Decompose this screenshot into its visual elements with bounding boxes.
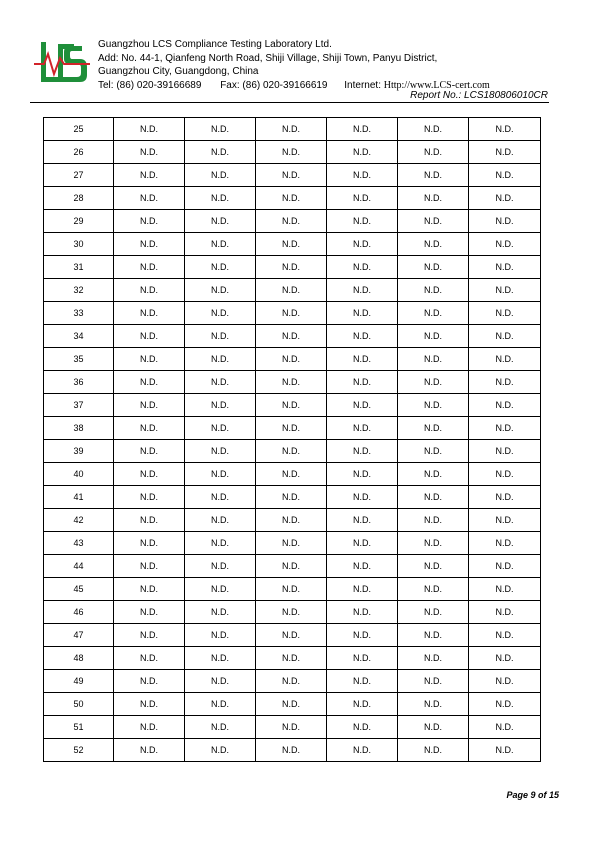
result-cell: N.D. xyxy=(114,739,185,762)
row-index-cell: 35 xyxy=(44,348,114,371)
result-cell: N.D. xyxy=(256,210,327,233)
table-row xyxy=(44,394,541,417)
result-cell: N.D. xyxy=(185,187,256,210)
result-cell: N.D. xyxy=(185,325,256,348)
result-cell: N.D. xyxy=(185,601,256,624)
result-cell: N.D. xyxy=(469,394,541,417)
result-cell: N.D. xyxy=(114,716,185,739)
result-cell: N.D. xyxy=(185,371,256,394)
result-cell: N.D. xyxy=(256,601,327,624)
result-cell: N.D. xyxy=(114,624,185,647)
result-cell: N.D. xyxy=(327,601,398,624)
result-cell: N.D. xyxy=(256,348,327,371)
result-cell: N.D. xyxy=(327,578,398,601)
result-cell: N.D. xyxy=(398,647,469,670)
result-cell: N.D. xyxy=(398,693,469,716)
result-cell: N.D. xyxy=(398,509,469,532)
result-cell: N.D. xyxy=(469,210,541,233)
result-cell: N.D. xyxy=(185,716,256,739)
row-index-cell: 36 xyxy=(44,371,114,394)
result-cell: N.D. xyxy=(114,187,185,210)
result-cell: N.D. xyxy=(185,233,256,256)
result-cell: N.D. xyxy=(256,647,327,670)
result-cell: N.D. xyxy=(398,417,469,440)
result-cell: N.D. xyxy=(114,371,185,394)
result-cell: N.D. xyxy=(469,486,541,509)
row-index-cell: 29 xyxy=(44,210,114,233)
result-cell: N.D. xyxy=(398,164,469,187)
row-index-cell: 26 xyxy=(44,141,114,164)
result-cell: N.D. xyxy=(327,555,398,578)
table-row xyxy=(44,279,541,302)
result-cell: N.D. xyxy=(114,532,185,555)
result-cell: N.D. xyxy=(185,118,256,141)
address-line-1: Add: No. 44-1, Qianfeng North Road, Shiji Village, Shiji Town, Panyu District, xyxy=(98,52,438,64)
result-cell: N.D. xyxy=(256,371,327,394)
table-row xyxy=(44,509,541,532)
row-index-cell: 32 xyxy=(44,279,114,302)
result-cell: N.D. xyxy=(327,670,398,693)
result-cell: N.D. xyxy=(185,647,256,670)
row-index-cell: 41 xyxy=(44,486,114,509)
lcs-logo-svg xyxy=(34,40,90,88)
result-cell: N.D. xyxy=(327,509,398,532)
result-cell: N.D. xyxy=(327,118,398,141)
result-cell: N.D. xyxy=(469,647,541,670)
table-row xyxy=(44,555,541,578)
result-cell: N.D. xyxy=(469,141,541,164)
row-index-cell: 38 xyxy=(44,417,114,440)
table-row xyxy=(44,325,541,348)
table-row xyxy=(44,739,541,762)
result-cell: N.D. xyxy=(114,348,185,371)
result-cell: N.D. xyxy=(114,164,185,187)
result-cell: N.D. xyxy=(398,394,469,417)
result-cell: N.D. xyxy=(114,394,185,417)
logo-letter-l-foot xyxy=(41,77,58,82)
result-cell: N.D. xyxy=(327,256,398,279)
result-cell: N.D. xyxy=(185,256,256,279)
result-cell: N.D. xyxy=(185,279,256,302)
result-cell: N.D. xyxy=(256,394,327,417)
result-cell: N.D. xyxy=(398,210,469,233)
result-cell: N.D. xyxy=(469,463,541,486)
results-table-body xyxy=(44,118,541,762)
result-cell: N.D. xyxy=(469,233,541,256)
row-index-cell: 34 xyxy=(44,325,114,348)
result-cell: N.D. xyxy=(398,670,469,693)
result-cell: N.D. xyxy=(398,187,469,210)
result-cell: N.D. xyxy=(469,371,541,394)
results-table xyxy=(43,117,541,762)
result-cell: N.D. xyxy=(469,118,541,141)
result-cell: N.D. xyxy=(327,302,398,325)
result-cell: N.D. xyxy=(469,693,541,716)
result-cell: N.D. xyxy=(327,624,398,647)
result-cell: N.D. xyxy=(114,210,185,233)
row-index-cell: 27 xyxy=(44,164,114,187)
table-row xyxy=(44,670,541,693)
result-cell: N.D. xyxy=(114,325,185,348)
result-cell: N.D. xyxy=(185,302,256,325)
result-cell: N.D. xyxy=(256,670,327,693)
table-row xyxy=(44,118,541,141)
result-cell: N.D. xyxy=(114,279,185,302)
result-cell: N.D. xyxy=(185,555,256,578)
result-cell: N.D. xyxy=(114,486,185,509)
result-cell: N.D. xyxy=(256,716,327,739)
result-cell: N.D. xyxy=(256,693,327,716)
table-row xyxy=(44,624,541,647)
row-index-cell: 25 xyxy=(44,118,114,141)
result-cell: N.D. xyxy=(256,325,327,348)
result-cell: N.D. xyxy=(398,486,469,509)
result-cell: N.D. xyxy=(256,187,327,210)
website-link[interactable]: Http://www.LCS-cert.com xyxy=(383,79,490,91)
result-cell: N.D. xyxy=(398,348,469,371)
result-cell: N.D. xyxy=(398,118,469,141)
result-cell: N.D. xyxy=(327,417,398,440)
result-cell: N.D. xyxy=(469,302,541,325)
result-cell: N.D. xyxy=(398,601,469,624)
table-row xyxy=(44,440,541,463)
result-cell: N.D. xyxy=(469,670,541,693)
result-cell: N.D. xyxy=(469,187,541,210)
table-row xyxy=(44,371,541,394)
result-cell: N.D. xyxy=(185,394,256,417)
row-index-cell: 40 xyxy=(44,463,114,486)
result-cell: N.D. xyxy=(185,440,256,463)
result-cell: N.D. xyxy=(256,233,327,256)
result-cell: N.D. xyxy=(469,716,541,739)
result-cell: N.D. xyxy=(256,302,327,325)
result-cell: N.D. xyxy=(469,739,541,762)
result-cell: N.D. xyxy=(114,578,185,601)
result-cell: N.D. xyxy=(327,693,398,716)
result-cell: N.D. xyxy=(327,739,398,762)
result-cell: N.D. xyxy=(469,348,541,371)
result-cell: N.D. xyxy=(398,325,469,348)
result-cell: N.D. xyxy=(114,601,185,624)
result-cell: N.D. xyxy=(469,532,541,555)
result-cell: N.D. xyxy=(114,555,185,578)
result-cell: N.D. xyxy=(398,463,469,486)
result-cell: N.D. xyxy=(256,486,327,509)
row-index-cell: 39 xyxy=(44,440,114,463)
result-cell: N.D. xyxy=(185,739,256,762)
result-cell: N.D. xyxy=(398,578,469,601)
result-cell: N.D. xyxy=(114,670,185,693)
result-cell: N.D. xyxy=(327,141,398,164)
result-cell: N.D. xyxy=(327,371,398,394)
result-cell: N.D. xyxy=(256,509,327,532)
table-row xyxy=(44,716,541,739)
result-cell: N.D. xyxy=(114,417,185,440)
result-cell: N.D. xyxy=(469,164,541,187)
internet-label: Internet: xyxy=(344,79,381,91)
result-cell: N.D. xyxy=(469,417,541,440)
table-row xyxy=(44,578,541,601)
row-index-cell: 51 xyxy=(44,716,114,739)
lcs-logo-icon xyxy=(34,40,90,88)
result-cell: N.D. xyxy=(398,371,469,394)
result-cell: N.D. xyxy=(327,325,398,348)
result-cell: N.D. xyxy=(469,555,541,578)
result-cell: N.D. xyxy=(398,624,469,647)
result-cell: N.D. xyxy=(185,210,256,233)
result-cell: N.D. xyxy=(256,739,327,762)
table-row xyxy=(44,187,541,210)
result-cell: N.D. xyxy=(256,555,327,578)
result-cell: N.D. xyxy=(398,532,469,555)
table-row xyxy=(44,463,541,486)
fax: Fax: (86) 020-39166619 xyxy=(220,79,328,91)
header-divider xyxy=(30,102,549,103)
row-index-cell: 48 xyxy=(44,647,114,670)
result-cell: N.D. xyxy=(256,118,327,141)
result-cell: N.D. xyxy=(185,141,256,164)
result-cell: N.D. xyxy=(185,578,256,601)
result-cell: N.D. xyxy=(256,417,327,440)
result-cell: N.D. xyxy=(469,325,541,348)
row-index-cell: 30 xyxy=(44,233,114,256)
result-cell: N.D. xyxy=(398,739,469,762)
result-cell: N.D. xyxy=(256,141,327,164)
table-row xyxy=(44,233,541,256)
result-cell: N.D. xyxy=(469,601,541,624)
result-cell: N.D. xyxy=(114,647,185,670)
result-cell: N.D. xyxy=(256,463,327,486)
result-cell: N.D. xyxy=(398,440,469,463)
row-index-cell: 45 xyxy=(44,578,114,601)
result-cell: N.D. xyxy=(256,532,327,555)
row-index-cell: 46 xyxy=(44,601,114,624)
result-cell: N.D. xyxy=(327,187,398,210)
table-row xyxy=(44,486,541,509)
row-index-cell: 47 xyxy=(44,624,114,647)
result-cell: N.D. xyxy=(256,279,327,302)
result-cell: N.D. xyxy=(185,693,256,716)
row-index-cell: 43 xyxy=(44,532,114,555)
row-index-cell: 49 xyxy=(44,670,114,693)
result-cell: N.D. xyxy=(327,463,398,486)
telephone: Tel: (86) 020-39166689 xyxy=(98,79,202,91)
result-cell: N.D. xyxy=(469,279,541,302)
result-cell: N.D. xyxy=(469,624,541,647)
result-cell: N.D. xyxy=(327,716,398,739)
result-cell: N.D. xyxy=(114,463,185,486)
result-cell: N.D. xyxy=(256,256,327,279)
result-cell: N.D. xyxy=(114,233,185,256)
row-index-cell: 31 xyxy=(44,256,114,279)
result-cell: N.D. xyxy=(327,532,398,555)
report-number: Report No.: LCS180806010CR xyxy=(410,90,548,101)
row-index-cell: 42 xyxy=(44,509,114,532)
result-cell: N.D. xyxy=(398,256,469,279)
result-cell: N.D. xyxy=(398,279,469,302)
table-row xyxy=(44,256,541,279)
result-cell: N.D. xyxy=(327,440,398,463)
result-cell: N.D. xyxy=(185,348,256,371)
row-index-cell: 28 xyxy=(44,187,114,210)
result-cell: N.D. xyxy=(185,164,256,187)
table-row xyxy=(44,210,541,233)
table-row xyxy=(44,601,541,624)
result-cell: N.D. xyxy=(469,256,541,279)
row-index-cell: 52 xyxy=(44,739,114,762)
row-index-cell: 50 xyxy=(44,693,114,716)
result-cell: N.D. xyxy=(327,279,398,302)
result-cell: N.D. xyxy=(185,417,256,440)
result-cell: N.D. xyxy=(256,624,327,647)
result-cell: N.D. xyxy=(114,302,185,325)
row-index-cell: 37 xyxy=(44,394,114,417)
result-cell: N.D. xyxy=(185,463,256,486)
page-number: Page 9 of 15 xyxy=(506,790,559,800)
result-cell: N.D. xyxy=(256,164,327,187)
result-cell: N.D. xyxy=(327,233,398,256)
result-cell: N.D. xyxy=(398,555,469,578)
result-cell: N.D. xyxy=(327,647,398,670)
result-cell: N.D. xyxy=(398,302,469,325)
result-cell: N.D. xyxy=(256,440,327,463)
result-cell: N.D. xyxy=(398,141,469,164)
result-cell: N.D. xyxy=(185,486,256,509)
table-row xyxy=(44,532,541,555)
address-line-2: Guangzhou City, Guangdong, China xyxy=(98,66,259,77)
result-cell: N.D. xyxy=(327,486,398,509)
result-cell: N.D. xyxy=(398,233,469,256)
table-row xyxy=(44,164,541,187)
header-text-block xyxy=(98,38,490,92)
result-cell: N.D. xyxy=(185,532,256,555)
result-cell: N.D. xyxy=(185,624,256,647)
result-cell: N.D. xyxy=(327,210,398,233)
table-row xyxy=(44,348,541,371)
row-index-cell: 44 xyxy=(44,555,114,578)
result-cell: N.D. xyxy=(256,578,327,601)
table-row xyxy=(44,647,541,670)
result-cell: N.D. xyxy=(114,509,185,532)
result-cell: N.D. xyxy=(185,509,256,532)
table-row xyxy=(44,141,541,164)
result-cell: N.D. xyxy=(469,440,541,463)
result-cell: N.D. xyxy=(469,578,541,601)
company-name: Guangzhou LCS Compliance Testing Laboratory Ltd. xyxy=(98,39,332,50)
table-row xyxy=(44,417,541,440)
result-cell: N.D. xyxy=(114,440,185,463)
result-cell: N.D. xyxy=(327,394,398,417)
result-cell: N.D. xyxy=(185,670,256,693)
result-cell: N.D. xyxy=(327,348,398,371)
result-cell: N.D. xyxy=(114,141,185,164)
table-row xyxy=(44,302,541,325)
row-index-cell: 33 xyxy=(44,302,114,325)
result-cell: N.D. xyxy=(114,256,185,279)
result-cell: N.D. xyxy=(114,693,185,716)
result-cell: N.D. xyxy=(398,716,469,739)
result-cell: N.D. xyxy=(114,118,185,141)
table-row xyxy=(44,693,541,716)
result-cell: N.D. xyxy=(327,164,398,187)
result-cell: N.D. xyxy=(469,509,541,532)
